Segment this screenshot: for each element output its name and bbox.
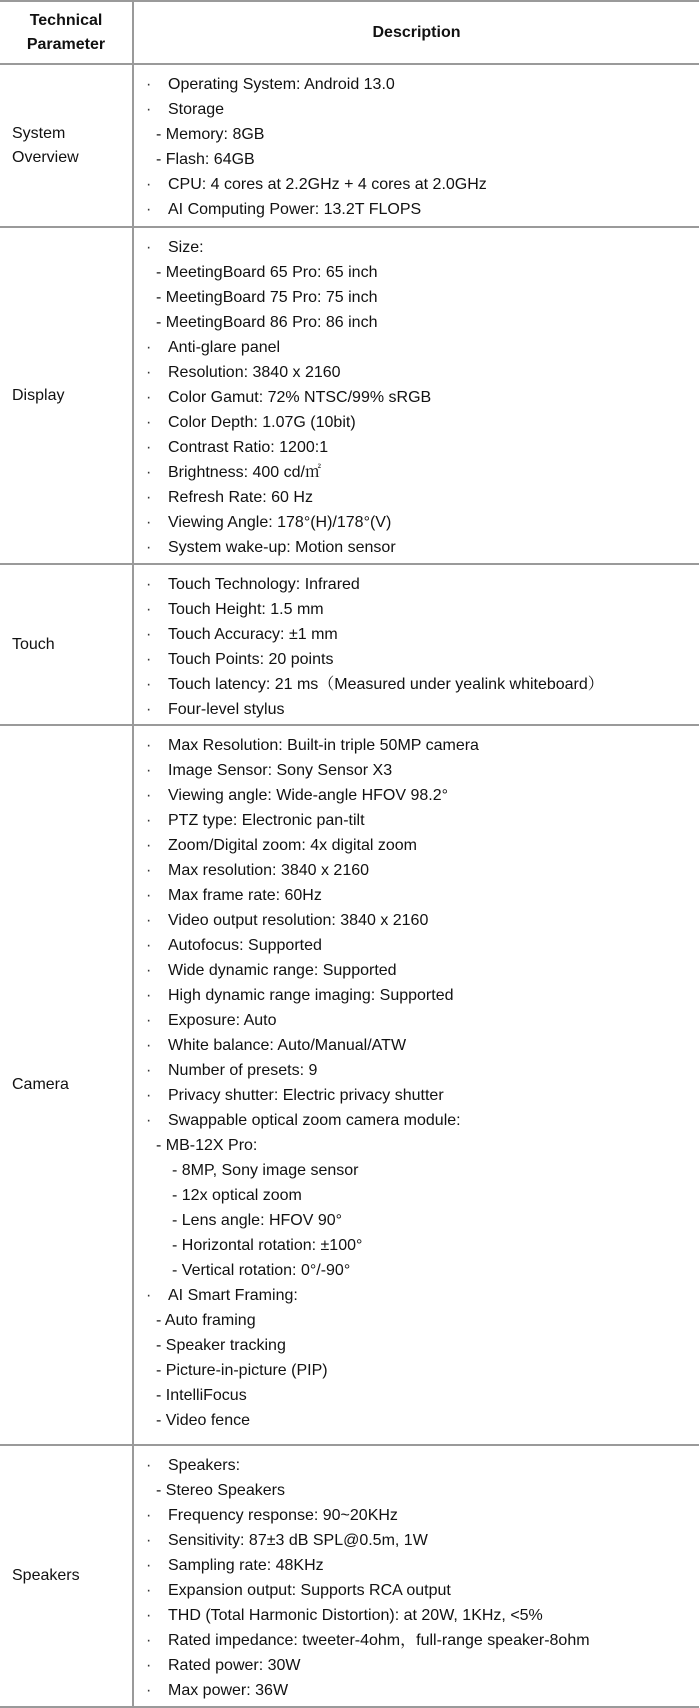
description-cell xyxy=(133,564,699,725)
parameter-name: System Overview xyxy=(0,64,133,227)
bullet-icon: · xyxy=(146,1582,152,1599)
spec-text: Viewing angle: Wide-angle HFOV 98.2° xyxy=(168,787,449,804)
spec-subitem xyxy=(146,147,699,172)
spec-item xyxy=(146,97,699,122)
spec-item xyxy=(146,647,699,672)
bullet-icon: · xyxy=(146,626,152,643)
bullet-icon: · xyxy=(146,576,152,593)
spec-item xyxy=(146,1058,699,1083)
spec-subitem xyxy=(146,1358,699,1383)
spec-subitem xyxy=(146,1208,699,1233)
spec-item xyxy=(146,1678,699,1703)
column-header-parameter: Technical Parameter xyxy=(0,1,133,64)
spec-text: Max power: 36W xyxy=(168,1682,289,1699)
column-header-description: Description xyxy=(133,1,699,64)
spec-item xyxy=(146,410,699,435)
spec-text: Rated power: 30W xyxy=(168,1657,301,1674)
bullet-icon: · xyxy=(146,937,152,954)
spec-text: - Auto framing xyxy=(156,1312,256,1329)
bullet-icon: · xyxy=(146,737,152,754)
spec-subitem xyxy=(146,1233,699,1258)
spec-item xyxy=(146,958,699,983)
bullet-icon: · xyxy=(146,787,152,804)
spec-text: Max Resolution: Built-in triple 50MP camera xyxy=(168,737,479,754)
description-cell xyxy=(133,725,699,1445)
spec-text: Size: xyxy=(168,239,204,256)
spec-text: - Stereo Speakers xyxy=(156,1482,285,1499)
spec-item xyxy=(146,1528,699,1553)
spec-text: Four-level stylus xyxy=(168,701,285,718)
table-row-display xyxy=(0,227,699,564)
spec-text: Max resolution: 3840 x 2160 xyxy=(168,862,370,879)
spec-item xyxy=(146,535,699,560)
bullet-icon: · xyxy=(146,239,152,256)
spec-item xyxy=(146,808,699,833)
spec-text: Rated impedance: tweeter-4ohm，full-range speaker-8ohm xyxy=(168,1632,590,1649)
bullet-icon: · xyxy=(146,439,152,456)
bullet-icon: · xyxy=(146,887,152,904)
spec-item xyxy=(146,733,699,758)
bullet-icon: · xyxy=(146,1457,152,1474)
spec-item xyxy=(146,672,699,697)
spec-text: Number of presets: 9 xyxy=(168,1062,318,1079)
spec-item xyxy=(146,908,699,933)
bullet-icon: · xyxy=(146,1087,152,1104)
bullet-icon: · xyxy=(146,364,152,381)
spec-text: Color Depth: 1.07G (10bit) xyxy=(168,414,356,431)
bullet-icon: · xyxy=(146,1607,152,1624)
spec-text: Resolution: 3840 x 2160 xyxy=(168,364,341,381)
bullet-icon: · xyxy=(146,414,152,431)
spec-text: - Vertical rotation: 0°/-90° xyxy=(172,1262,351,1279)
table-row-touch xyxy=(0,564,699,725)
spec-text: AI Smart Framing: xyxy=(168,1287,298,1304)
spec-text: - Speaker tracking xyxy=(156,1337,286,1354)
spec-item xyxy=(146,1033,699,1058)
spec-text: Zoom/Digital zoom: 4x digital zoom xyxy=(168,837,417,854)
spec-item xyxy=(146,1083,699,1108)
spec-item xyxy=(146,385,699,410)
spec-text: AI Computing Power: 13.2T FLOPS xyxy=(168,201,422,218)
spec-list xyxy=(146,1453,699,1703)
bullet-icon: · xyxy=(146,962,152,979)
spec-text: Touch Accuracy: ±1 mm xyxy=(168,626,338,643)
spec-text: Contrast Ratio: 1200:1 xyxy=(168,439,329,456)
spec-text: - Lens angle: HFOV 90° xyxy=(172,1212,343,1229)
spec-text: Frequency response: 90~20KHz xyxy=(168,1507,398,1524)
spec-text: White balance: Auto/Manual/ATW xyxy=(168,1037,407,1054)
spec-text: High dynamic range imaging: Supported xyxy=(168,987,454,1004)
parameter-name: Speakers xyxy=(0,1445,133,1707)
spec-item xyxy=(146,697,699,722)
spec-text: Storage xyxy=(168,101,225,118)
spec-item xyxy=(146,435,699,460)
bullet-icon: · xyxy=(146,1657,152,1674)
spec-list xyxy=(146,733,699,1433)
spec-text: Max frame rate: 60Hz xyxy=(168,887,322,904)
spec-text: Wide dynamic range: Supported xyxy=(168,962,397,979)
spec-item xyxy=(146,1553,699,1578)
table-row-system-overview xyxy=(0,64,699,227)
bullet-icon: · xyxy=(146,539,152,556)
spec-text: Speakers: xyxy=(168,1457,241,1474)
bullet-icon: · xyxy=(146,1682,152,1699)
spec-text: PTZ type: Electronic pan-tilt xyxy=(168,812,365,829)
spec-item xyxy=(146,833,699,858)
spec-text: Color Gamut: 72% NTSC/99% sRGB xyxy=(168,389,432,406)
spec-text: Autofocus: Supported xyxy=(168,937,322,954)
spec-subitem xyxy=(146,310,699,335)
bullet-icon: · xyxy=(146,489,152,506)
bullet-icon: · xyxy=(146,1287,152,1304)
spec-item xyxy=(146,172,699,197)
table-header-row xyxy=(0,1,699,64)
bullet-icon: · xyxy=(146,676,152,693)
bullet-icon: · xyxy=(146,862,152,879)
spec-text: - MeetingBoard 75 Pro: 75 inch xyxy=(156,289,378,306)
spec-text: Sampling rate: 48KHz xyxy=(168,1557,324,1574)
spec-item xyxy=(146,783,699,808)
spec-item xyxy=(146,1603,699,1628)
description-cell xyxy=(133,64,699,227)
bullet-icon: · xyxy=(146,389,152,406)
spec-list xyxy=(146,235,699,560)
spec-item xyxy=(146,883,699,908)
spec-text: - Picture-in-picture (PIP) xyxy=(156,1362,328,1379)
spec-subitem xyxy=(146,122,699,147)
bullet-icon: · xyxy=(146,76,152,93)
spec-text: Touch Points: 20 points xyxy=(168,651,334,668)
parameter-name: Camera xyxy=(0,725,133,1445)
spec-item xyxy=(146,1503,699,1528)
spec-text: Exposure: Auto xyxy=(168,1012,277,1029)
table-row-camera xyxy=(0,725,699,1445)
spec-text: System wake-up: Motion sensor xyxy=(168,539,396,556)
bullet-icon: · xyxy=(146,1037,152,1054)
spec-subitem xyxy=(146,1308,699,1333)
spec-item xyxy=(146,1628,699,1653)
spec-text: Privacy shutter: Electric privacy shutter xyxy=(168,1087,444,1104)
bullet-icon: · xyxy=(146,987,152,1004)
spec-text: - Horizontal rotation: ±100° xyxy=(172,1237,363,1254)
spec-text: CPU: 4 cores at 2.2GHz + 4 cores at 2.0GHz xyxy=(168,176,487,193)
bullet-icon: · xyxy=(146,1012,152,1029)
bullet-icon: · xyxy=(146,601,152,618)
bullet-icon: · xyxy=(146,201,152,218)
spec-subitem xyxy=(146,1183,699,1208)
spec-item xyxy=(146,1283,699,1308)
spec-text: Expansion output: Supports RCA output xyxy=(168,1582,451,1599)
spec-item xyxy=(146,197,699,222)
spec-item xyxy=(146,235,699,260)
spec-text: - 12x optical zoom xyxy=(172,1187,302,1204)
spec-item xyxy=(146,1653,699,1678)
spec-text: Anti-glare panel xyxy=(168,339,281,356)
spec-text: Refresh Rate: 60 Hz xyxy=(168,489,313,506)
description-cell xyxy=(133,1445,699,1707)
bullet-icon: · xyxy=(146,1507,152,1524)
spec-item xyxy=(146,1578,699,1603)
spec-text: - MeetingBoard 86 Pro: 86 inch xyxy=(156,314,378,331)
bullet-icon: · xyxy=(146,339,152,356)
spec-text: Viewing Angle: 178°(H)/178°(V) xyxy=(168,514,392,531)
spec-item xyxy=(146,572,699,597)
spec-subitem xyxy=(146,260,699,285)
spec-subitem xyxy=(146,1478,699,1503)
spec-subitem xyxy=(146,1258,699,1283)
spec-subitem xyxy=(146,1333,699,1358)
spec-text: Swappable optical zoom camera module: xyxy=(168,1112,461,1129)
spec-item xyxy=(146,510,699,535)
spec-list xyxy=(146,72,699,222)
bullet-icon: · xyxy=(146,1557,152,1574)
table-row-speakers xyxy=(0,1445,699,1707)
spec-text: - Memory: 8GB xyxy=(156,126,265,143)
spec-item xyxy=(146,1008,699,1033)
spec-text: Touch latency: 21 ms（Measured under yealink whiteboard） xyxy=(168,676,604,693)
spec-text: Image Sensor: Sony Sensor X3 xyxy=(168,762,393,779)
spec-text: - 8MP, Sony image sensor xyxy=(172,1162,359,1179)
spec-text: - MB-12X Pro: xyxy=(156,1137,258,1154)
spec-text: - IntelliFocus xyxy=(156,1387,247,1404)
spec-item xyxy=(146,983,699,1008)
spec-text: Touch Technology: Infrared xyxy=(168,576,360,593)
spec-subitem xyxy=(146,1158,699,1183)
spec-subitem xyxy=(146,1383,699,1408)
spec-item xyxy=(146,933,699,958)
spec-subitem xyxy=(146,1133,699,1158)
spec-text: Brightness: 400 cd/㎡ xyxy=(168,464,321,481)
spec-text: Touch Height: 1.5 mm xyxy=(168,601,324,618)
spec-text: THD (Total Harmonic Distortion): at 20W, 1KHz, <5% xyxy=(168,1607,543,1624)
spec-text: Operating System: Android 13.0 xyxy=(168,76,395,93)
spec-text: - Video fence xyxy=(156,1412,250,1429)
bullet-icon: · xyxy=(146,1632,152,1649)
bullet-icon: · xyxy=(146,762,152,779)
bullet-icon: · xyxy=(146,812,152,829)
bullet-icon: · xyxy=(146,1062,152,1079)
spec-text: - MeetingBoard 65 Pro: 65 inch xyxy=(156,264,378,281)
spec-subitem xyxy=(146,1408,699,1433)
spec-item xyxy=(146,622,699,647)
spec-text: Sensitivity: 87±3 dB SPL@0.5m, 1W xyxy=(168,1532,428,1549)
parameter-name: Display xyxy=(0,227,133,564)
spec-item xyxy=(146,72,699,97)
spec-item xyxy=(146,335,699,360)
bullet-icon: · xyxy=(146,1532,152,1549)
bullet-icon: · xyxy=(146,701,152,718)
bullet-icon: · xyxy=(146,176,152,193)
spec-item xyxy=(146,460,699,485)
spec-list xyxy=(146,572,699,722)
parameter-name: Touch xyxy=(0,564,133,725)
spec-item xyxy=(146,360,699,385)
description-cell xyxy=(133,227,699,564)
bullet-icon: · xyxy=(146,101,152,118)
spec-item xyxy=(146,597,699,622)
bullet-icon: · xyxy=(146,651,152,668)
spec-item xyxy=(146,858,699,883)
spec-text: - Flash: 64GB xyxy=(156,151,255,168)
bullet-icon: · xyxy=(146,514,152,531)
spec-item xyxy=(146,1108,699,1133)
spec-item xyxy=(146,758,699,783)
spec-item xyxy=(146,485,699,510)
bullet-icon: · xyxy=(146,837,152,854)
bullet-icon: · xyxy=(146,1112,152,1129)
bullet-icon: · xyxy=(146,464,152,481)
spec-text: Video output resolution: 3840 x 2160 xyxy=(168,912,429,929)
bullet-icon: · xyxy=(146,912,152,929)
spec-item xyxy=(146,1453,699,1478)
spec-subitem xyxy=(146,285,699,310)
